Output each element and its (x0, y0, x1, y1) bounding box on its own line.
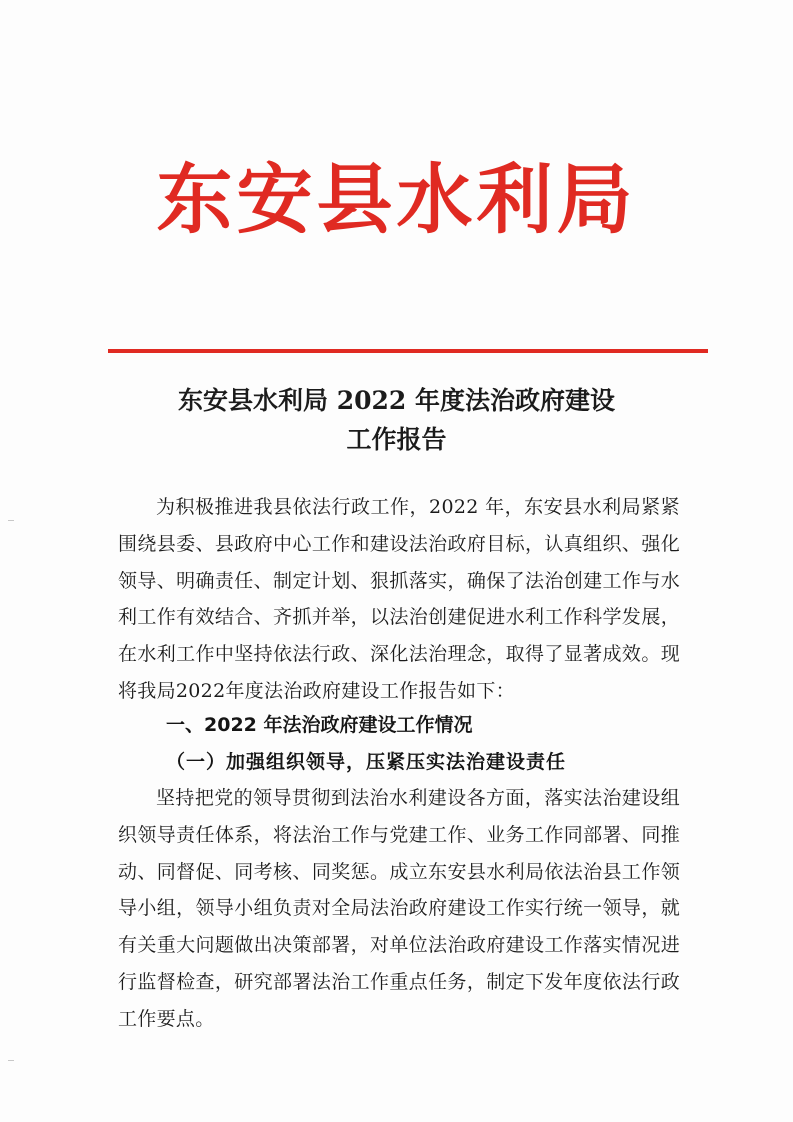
body-paragraph: 坚持把党的领导贯彻到法治水利建设各方面，落实法治建设组织领导责任体系，将法治工作与党建工作、业务工作同部署、同推动、同督促、同考核、同奖惩。成立东安县水利局依法治县工作领导小组，领导小组负责对全局法治政府建设工作实行统一领导，就有关重大问题做出决策部署，对单位法治政府建设工作落实情况进行监督检查，研究部署法治工作重点任务，制定下发年度依法行政工作要点。 (118, 787, 680, 1030)
section-heading: 一、2022 年法治政府建设工作情况 (166, 714, 473, 736)
red-divider-line (108, 349, 708, 353)
document-title-line-2: 工作报告 (346, 425, 447, 454)
intro-paragraph: 为积极推进我县依法行政工作，2022 年，东安县水利局紧紧围绕县委、县政府中心工作和建设法治政府目标，认真组织、强化领导、明确责任、制定计划、狠抓落实，确保了法治创建工作与水利工作有效结合、齐抓并举，以法治创建促进水利工作科学发展，在水利工作中坚持依法行政、深化法治理念，取得了显著成效。现将我局2022年度法治政府建设工作报告如下： (118, 496, 680, 702)
scan-artifact (8, 520, 14, 521)
organization-header: 东安县水利局 (156, 155, 637, 244)
document-title-line-1: 东安县水利局 2022 年度法治政府建设 (178, 386, 615, 415)
subsection-heading: （一）加强组织领导，压紧压实法治建设责任 (166, 751, 567, 773)
scan-artifact (8, 1060, 14, 1061)
